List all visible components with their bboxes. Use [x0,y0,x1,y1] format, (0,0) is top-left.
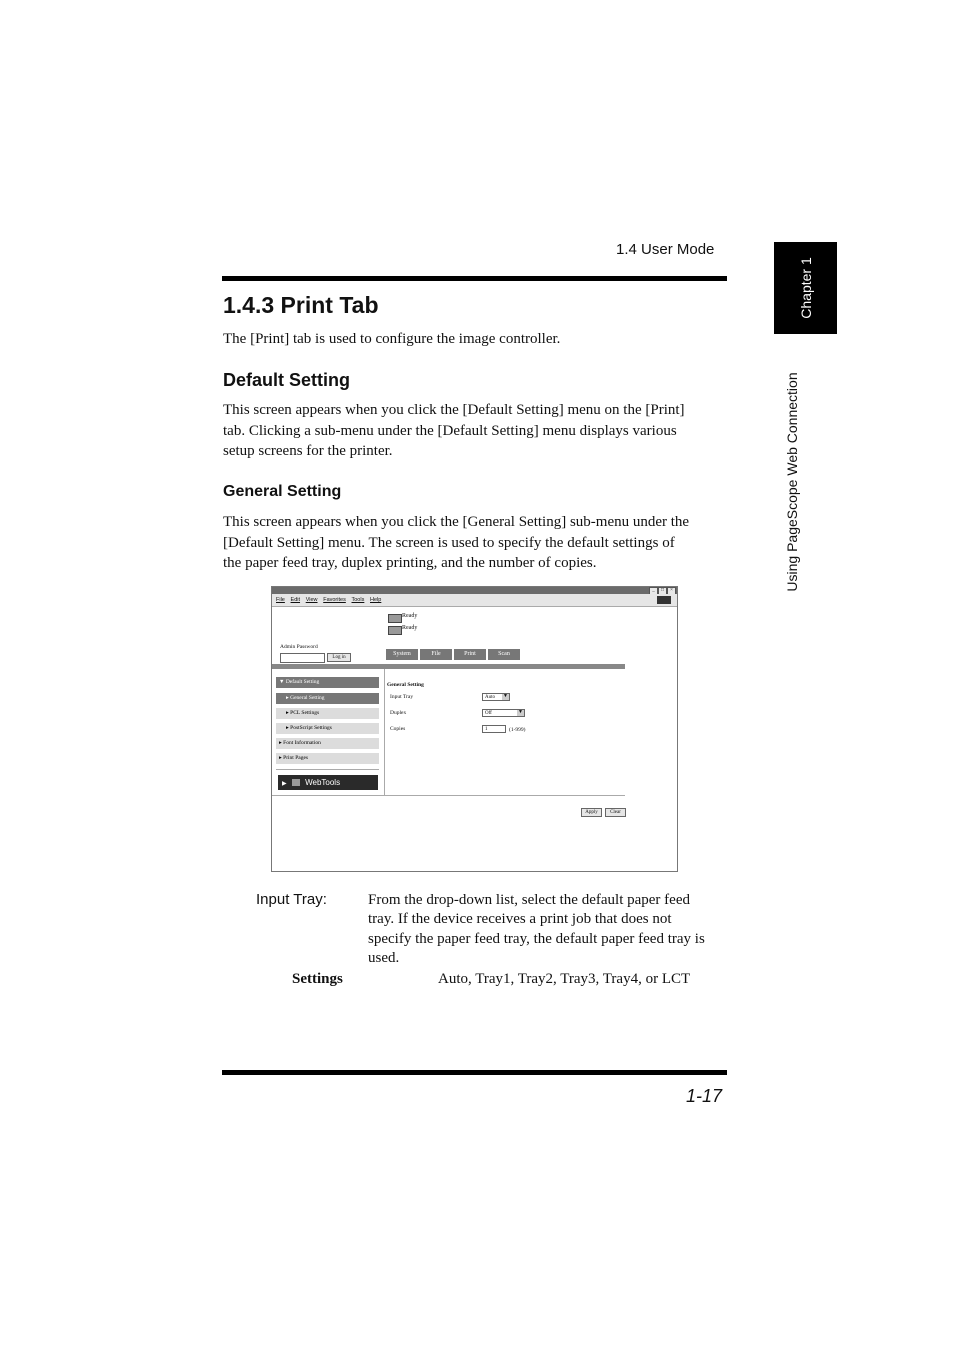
settings-value: Auto, Tray1, Tray2, Tray3, Tray4, or LCT [438,971,691,987]
clear-button[interactable]: Clear [605,808,626,817]
webtools-icon [292,779,300,786]
chapter-tab [774,242,837,334]
copies-label: Copies [390,726,406,732]
copies-input[interactable] [482,725,506,733]
browser-logo-icon [657,596,671,604]
paragraph-line: the paper feed tray, duplex printing, and the number of copies. [223,555,597,572]
chapter-label: Chapter 1 [797,257,814,319]
paragraph-line: tab. Clicking a sub-menu under the [Default Setting] menu displays various [223,422,677,439]
menu-favorites[interactable]: Favorites [323,597,346,603]
sidebar-default-setting[interactable]: ▼ Default Setting [276,677,379,688]
input-tray-value: Auto [485,695,495,700]
input-tray-label: Input Tray [390,694,414,700]
default-setting-paragraph [223,400,728,462]
definition-description [368,891,728,968]
sidebar-print-pages[interactable]: ▸ Print Pages [276,753,379,764]
browser-menubar [272,594,677,607]
chevron-down-icon: ▼ [503,694,508,699]
form-title: General Setting [387,682,424,688]
page-number: 1-17 [686,1086,723,1106]
copies-range: (1-999) [509,727,526,733]
description-line: From the drop-down list, select the default paper feed [368,892,690,908]
login-button[interactable]: Log in [327,653,351,662]
sidebar-pcl-settings[interactable]: ▸ PCL Settings [276,708,379,719]
paragraph-line: setup screens for the printer. [223,443,393,460]
description-line: tray. If the device receives a print job that does not [368,911,672,928]
input-tray-select[interactable] [482,693,510,701]
sidebar-font-information[interactable]: ▸ Font Information [276,738,379,749]
side-title: Using PageScope Web Connection [784,372,800,592]
webtools-banner[interactable] [278,775,378,790]
maximize-icon[interactable]: □ [658,587,667,595]
copies-value: 1 [485,727,488,732]
browser-screenshot [271,586,678,872]
printer-status: Ready [402,613,418,619]
webtools-label: WebTools [305,778,341,787]
section-intro: The [Print] tab is used to configure the image controller. [223,331,561,347]
definition-term: Input Tray: [256,891,327,908]
description-line: used. [368,949,400,966]
default-setting-heading: Default Setting [223,370,351,390]
menu-file[interactable]: File [276,597,285,603]
scanner-icon [388,626,402,635]
duplex-label: Duplex [390,710,407,716]
general-setting-heading: General Setting [223,483,342,500]
description-line: specify the paper feed tray, the default paper feed tray is [368,930,705,947]
sidebar-general-setting[interactable]: ▸ General Setting [276,693,379,704]
paragraph-line: [Default Setting] menu. The screen is used to specify the default settings of [223,534,675,551]
footer-divider [272,795,625,796]
sidebar-postscript-settings[interactable]: ▸ PostScript Settings [276,723,379,734]
menu-tools[interactable]: Tools [351,597,365,603]
window-titlebar [272,587,677,594]
tab-print[interactable]: Print [454,649,486,660]
running-header: 1.4 User Mode [616,241,715,258]
section-heading: 1.4.3 Print Tab [223,292,379,318]
duplex-value: Off [485,711,492,716]
tab-file[interactable]: File [420,649,452,660]
bottom-rule [222,1070,727,1075]
menu-help[interactable]: Help [370,597,382,603]
chevron-down-icon: ▼ [518,710,523,715]
tab-scan[interactable]: Scan [488,649,520,660]
header-band [272,664,625,669]
play-icon: ▶ [282,781,287,787]
scanner-status: Ready [402,625,418,631]
settings-label: Settings [292,971,343,987]
minimize-icon[interactable]: _ [649,587,658,595]
paragraph-line: This screen appears when you click the [Default Setting] menu on the [Print] [223,402,685,418]
paragraph-line: This screen appears when you click the [General Setting] sub-menu under the [223,514,690,530]
menu-edit[interactable]: Edit [290,597,301,603]
top-rule [222,276,727,281]
close-icon[interactable]: × [667,587,676,595]
tab-system[interactable]: System [386,649,418,660]
menu-view[interactable]: View [305,597,318,603]
sidebar-divider [276,769,379,770]
panel-divider [384,669,385,795]
apply-button[interactable]: Apply [581,808,602,817]
printer-icon [388,614,402,623]
admin-password-input[interactable] [280,653,325,663]
admin-password-label: Admin Password [280,644,318,650]
duplex-select[interactable] [482,709,525,717]
general-setting-paragraph [223,512,728,574]
